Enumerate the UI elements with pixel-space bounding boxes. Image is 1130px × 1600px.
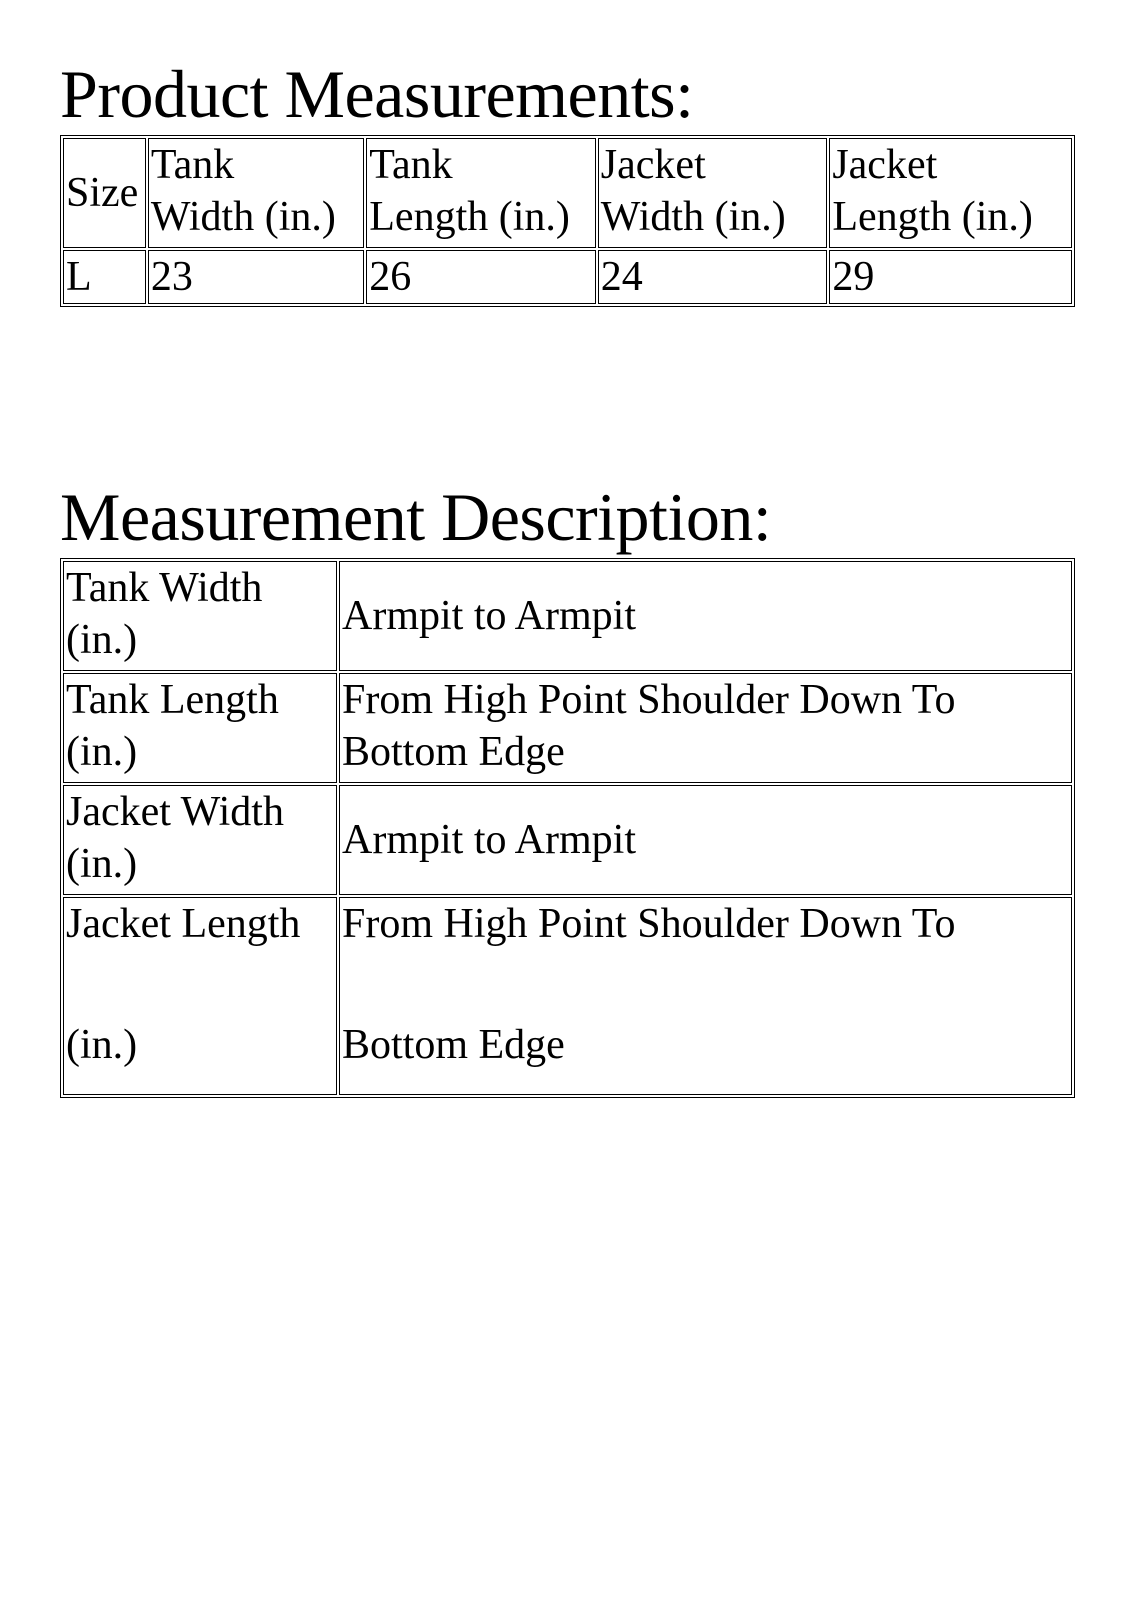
header-tank-width <box>148 138 364 248</box>
measurement-description-title: Measurement Description: <box>60 479 772 555</box>
desc-label-line1: Tank Width <box>66 565 263 611</box>
product-measurements-table <box>60 135 1075 307</box>
desc-label-line2: (in.) <box>66 617 138 663</box>
header-tank-length <box>366 138 596 248</box>
table-row <box>63 897 1072 1095</box>
header-jacket-width-line1: Jacket <box>600 142 706 188</box>
header-jacket-width-line2: Width (in.) <box>600 194 786 240</box>
desc-value-line1: Armpit to Armpit <box>342 593 636 639</box>
desc-value-jacket-width <box>339 785 1072 895</box>
header-jacket-length-line2: Length (in.) <box>832 194 1033 240</box>
desc-label-jacket-width <box>63 785 337 895</box>
table-header-row <box>63 138 1072 248</box>
desc-label-line2: (in.) <box>66 1022 138 1068</box>
desc-value-line2: Bottom Edge <box>342 729 565 775</box>
cell-tank-width: 23 <box>148 250 364 304</box>
product-measurements-title: Product Measurements: <box>60 56 694 132</box>
desc-value-line1: From High Point Shoulder Down To <box>342 677 956 723</box>
header-tank-width-line2: Width (in.) <box>150 194 336 240</box>
desc-value-tank-length <box>339 673 1072 783</box>
header-tank-length-line2: Length (in.) <box>369 194 570 240</box>
desc-label-line1: Tank Length <box>66 677 279 723</box>
table-row <box>63 561 1072 671</box>
desc-label-line2: (in.) <box>66 841 138 887</box>
desc-value-tank-width <box>339 561 1072 671</box>
desc-label-line2: (in.) <box>66 729 138 775</box>
desc-label-line1: Jacket Length <box>66 901 301 947</box>
header-jacket-length <box>829 138 1072 248</box>
header-jacket-width <box>598 138 828 248</box>
desc-value-line2: Bottom Edge <box>342 1022 565 1068</box>
desc-label-tank-width <box>63 561 337 671</box>
measurement-description-table <box>60 558 1075 1098</box>
cell-jacket-width: 24 <box>598 250 828 304</box>
desc-value-line1: From High Point Shoulder Down To <box>342 901 956 947</box>
desc-value-line1: Armpit to Armpit <box>342 817 636 863</box>
cell-jacket-length: 29 <box>829 250 1072 304</box>
header-jacket-length-line1: Jacket <box>832 142 938 188</box>
cell-size: L <box>63 250 146 304</box>
header-tank-width-line1: Tank <box>150 142 235 188</box>
desc-label-jacket-length <box>63 897 337 1095</box>
header-tank-length-line1: Tank <box>369 142 453 188</box>
header-size: Size <box>63 138 146 248</box>
table-row <box>63 250 1072 304</box>
desc-value-jacket-length <box>339 897 1072 1095</box>
desc-label-tank-length <box>63 673 337 783</box>
cell-tank-length: 26 <box>366 250 596 304</box>
desc-label-line1: Jacket Width <box>66 789 284 835</box>
table-row <box>63 673 1072 783</box>
table-row <box>63 785 1072 895</box>
